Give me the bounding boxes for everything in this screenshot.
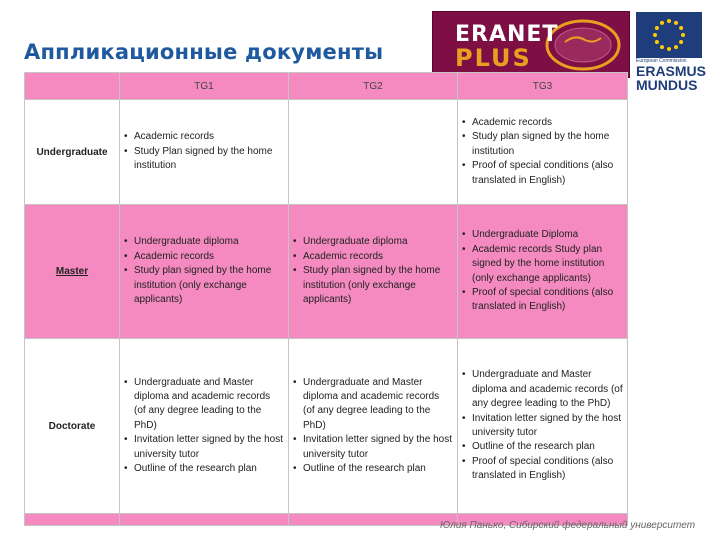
- eu-star: [655, 26, 659, 30]
- eu-star: [667, 47, 671, 51]
- cell-doctorate-tg2: [289, 339, 458, 514]
- list-item: • Outline of the research plan: [134, 462, 284, 476]
- header-tg3: TG3: [458, 73, 628, 100]
- list-item: • Proof of special conditions (also translated in English): [472, 159, 623, 188]
- eu-star: [674, 21, 678, 25]
- list-item: • Outline of the research plan: [472, 440, 623, 454]
- list-item: • Undergraduate and Master diploma and academic records (of any degree leading to the PhD): [303, 376, 453, 434]
- eu-star: [660, 45, 664, 49]
- list-item: • Study plan signed by the home institution (only exchange applicants): [303, 264, 453, 307]
- list-item: • Undergraduate diploma: [134, 235, 284, 249]
- cell-undergraduate-tg3: [458, 100, 628, 205]
- list-item: • Academic records: [134, 130, 284, 144]
- list-item: • Undergraduate and Master diploma and academic records (of any degree leading to the PhD): [134, 376, 284, 434]
- list-item: • Study Plan signed by the home institution: [134, 145, 284, 174]
- header-empty: [25, 73, 120, 100]
- eu-star: [679, 40, 683, 44]
- list-item: • Academic records: [134, 250, 284, 264]
- cell-doctorate-tg1: [120, 339, 289, 514]
- cell-doctorate-tg3: [458, 339, 628, 514]
- header-tg1: TG1: [120, 73, 289, 100]
- eu-star: [681, 33, 685, 37]
- erasmus-line2: MUNDUS: [636, 77, 698, 93]
- list-item: • Academic records: [472, 116, 623, 130]
- eu-flag-icon: [636, 12, 702, 58]
- eu-star: [655, 40, 659, 44]
- eranet-wordmark: ERANET: [455, 22, 559, 47]
- cell-undergraduate-tg2: [289, 100, 458, 205]
- list-item: • Proof of special conditions (also translated in English): [472, 455, 623, 484]
- list-item: • Proof of special conditions (also translated in English): [472, 286, 623, 315]
- eu-star: [679, 26, 683, 30]
- cell-master-tg2: [289, 205, 458, 339]
- list-item: • Academic records Study plan signed by the home institution (only exchange applicants): [472, 243, 623, 286]
- eranet-plus-logo: [432, 11, 630, 78]
- table-row-doctorate: [25, 339, 628, 514]
- table-header-row: [25, 73, 628, 100]
- cell-undergraduate-tg1: [120, 100, 289, 205]
- row-label-undergraduate: Undergraduate: [25, 100, 120, 205]
- documents-table: [24, 72, 628, 526]
- plus-wordmark: PLUS: [455, 44, 532, 72]
- eu-star: [674, 45, 678, 49]
- cell-master-tg3: [458, 205, 628, 339]
- list-item: • Study plan signed by the home institution (only exchange applicants): [134, 264, 284, 307]
- list-item: • Invitation letter signed by the host university tutor: [303, 433, 453, 462]
- table-row-master: [25, 205, 628, 339]
- erasmus-line1: ERASMUS: [636, 63, 707, 79]
- list-item: • Undergraduate diploma: [303, 235, 453, 249]
- erasmus-mundus-logo: [636, 58, 716, 92]
- row-label-master: Master: [25, 205, 120, 339]
- list-item: • Invitation letter signed by the host university tutor: [134, 433, 284, 462]
- eu-star: [653, 33, 657, 37]
- row-label-doctorate: Doctorate: [25, 339, 120, 514]
- table-row-undergraduate: [25, 100, 628, 205]
- list-item: • Invitation letter signed by the host university tutor: [472, 412, 623, 441]
- eu-star: [660, 21, 664, 25]
- footer-credit: Юлия Панько, Сибирский федеральный университет: [440, 520, 696, 531]
- list-item: • Study plan signed by the home institution: [472, 130, 623, 159]
- list-item: • Outline of the research plan: [303, 462, 453, 476]
- list-item: • Academic records: [303, 250, 453, 264]
- eu-caption: European Commission: [636, 58, 687, 64]
- page-title: Аппликационные документы: [24, 40, 384, 64]
- header-tg2: TG2: [289, 73, 458, 100]
- list-item: • Undergraduate Diploma: [472, 228, 623, 242]
- list-item: • Undergraduate and Master diploma and academic records (of any degree leading to the PhD): [472, 368, 623, 411]
- cell-master-tg1: [120, 205, 289, 339]
- eu-star: [667, 19, 671, 23]
